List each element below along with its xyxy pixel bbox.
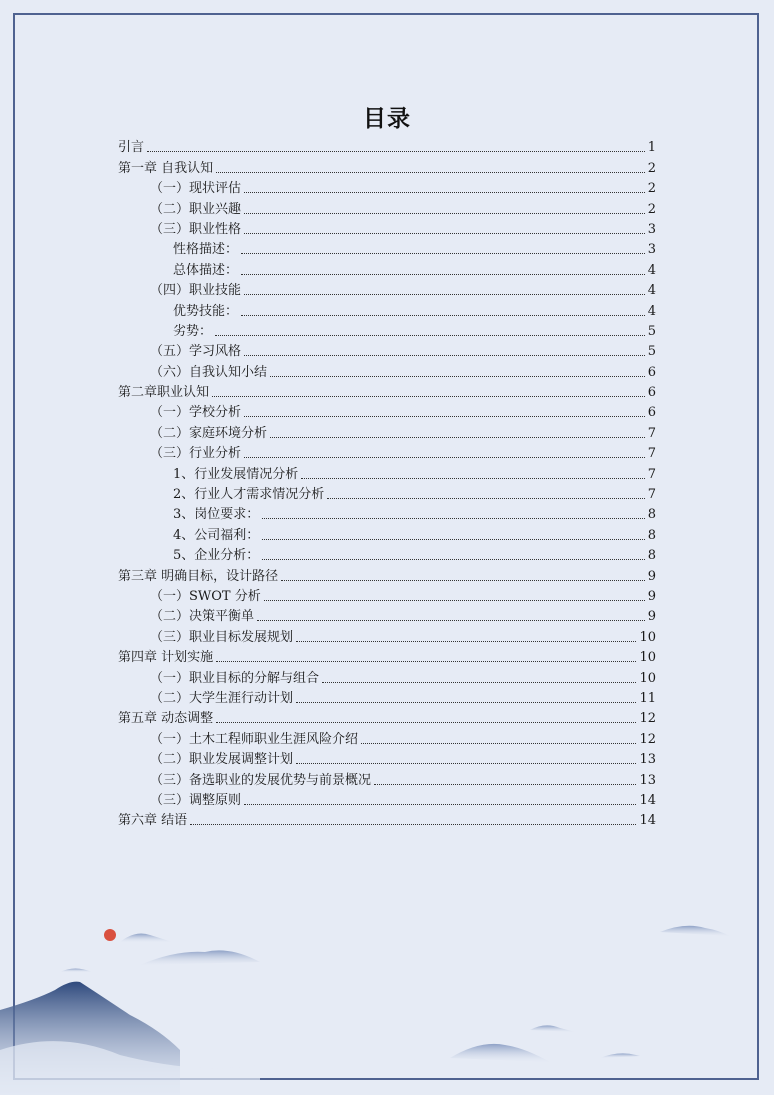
toc-entry-page-number: 14 [639, 792, 656, 808]
toc-entry-label: 总体描述： [173, 262, 239, 278]
toc-entry-label: 性格描述： [173, 242, 239, 258]
dot-leader [262, 518, 644, 519]
dot-leader [216, 661, 636, 662]
mid-mountain-left [140, 950, 260, 965]
toc-entry-page-number: 8 [647, 548, 656, 564]
dot-leader [257, 620, 645, 621]
toc-entry-label: （三）职业性格 [150, 221, 242, 237]
toc-entry-page-number: 11 [639, 690, 656, 706]
dot-leader [296, 702, 636, 703]
toc-entry-label: （五）学习风格 [150, 344, 242, 360]
toc-entry[interactable] [118, 421, 656, 441]
dot-leader [296, 641, 636, 642]
dot-leader [262, 559, 644, 560]
toc-entry-page-number: 4 [647, 262, 656, 278]
toc-entry[interactable] [118, 258, 656, 278]
toc-entry[interactable] [118, 340, 656, 360]
toc-entry-label: 第二章职业认知 [118, 385, 210, 401]
toc-entry[interactable] [118, 177, 656, 197]
toc-entry-page-number: 10 [639, 629, 656, 645]
toc-entry[interactable] [118, 156, 656, 176]
table-of-contents [118, 136, 656, 829]
dot-leader [244, 213, 645, 214]
dot-leader [244, 192, 645, 193]
toc-entry[interactable] [118, 707, 656, 727]
dot-leader [190, 824, 636, 825]
dot-leader [264, 600, 645, 601]
toc-entry-label: （二）职业发展调整计划 [150, 752, 294, 768]
toc-entry-label: 2、行业人才需求情况分析 [173, 487, 325, 503]
toc-entry[interactable] [118, 646, 656, 666]
dot-leader [241, 274, 645, 275]
toc-entry-label: （一）SWOT 分析 [150, 588, 261, 604]
dot-leader [374, 784, 636, 785]
dot-leader [301, 478, 644, 479]
toc-entry-label: 1、行业发展情况分析 [173, 466, 299, 482]
dot-leader [270, 437, 645, 438]
dot-leader [296, 763, 636, 764]
toc-entry[interactable] [118, 320, 656, 340]
dot-leader [327, 498, 644, 499]
toc-entry-label: （一）职业目标的分解与组合 [150, 670, 320, 686]
toc-entry-page-number: 5 [647, 323, 656, 339]
page-title: 目录 [363, 106, 411, 132]
toc-entry-label: （三）调整原则 [150, 792, 242, 808]
toc-entry-page-number: 9 [647, 609, 656, 625]
small-mountain [60, 969, 92, 973]
toc-entry[interactable] [118, 218, 656, 238]
toc-entry-label: （一）土木工程师职业生涯风险介绍 [150, 731, 359, 747]
toc-entry[interactable] [118, 748, 656, 768]
toc-entry[interactable] [118, 768, 656, 788]
toc-entry-page-number: 9 [647, 568, 656, 584]
toc-entry[interactable] [118, 687, 656, 707]
toc-entry-page-number: 3 [647, 242, 656, 258]
toc-entry-page-number: 13 [639, 752, 656, 768]
toc-entry-label: （三）行业分析 [150, 446, 242, 462]
toc-entry[interactable] [118, 197, 656, 217]
toc-entry-label: 第一章 自我认知 [118, 160, 214, 176]
mountain-far-right [600, 1053, 640, 1058]
toc-entry-page-number: 10 [639, 650, 656, 666]
toc-entry[interactable] [118, 442, 656, 462]
toc-entry-label: （二）家庭环境分析 [150, 425, 268, 441]
toc-entry-page-number: 2 [647, 181, 656, 197]
toc-entry-page-number: 13 [639, 772, 656, 788]
toc-entry-label: 第五章 动态调整 [118, 711, 214, 727]
toc-entry[interactable] [118, 564, 656, 584]
dot-leader [322, 682, 636, 683]
toc-entry-page-number: 6 [647, 385, 656, 401]
toc-entry-label: （四）职业技能 [150, 283, 242, 299]
toc-entry-page-number: 8 [647, 507, 656, 523]
toc-entry[interactable] [118, 401, 656, 421]
toc-entry[interactable] [118, 727, 656, 747]
toc-entry-label: （二）职业兴趣 [150, 201, 242, 217]
toc-entry[interactable] [118, 381, 656, 401]
toc-entry-label: 4、公司福利： [173, 527, 260, 543]
toc-entry-label: （一）现状评估 [150, 181, 242, 197]
dot-leader [215, 335, 645, 336]
toc-entry-label: （二）决策平衡单 [150, 609, 255, 625]
toc-entry-page-number: 4 [647, 283, 656, 299]
toc-entry-label: 引言 [118, 140, 145, 156]
toc-entry-label: （二）大学生涯行动计划 [150, 690, 294, 706]
toc-entry-page-number: 3 [647, 221, 656, 237]
toc-entry-label: （一）学校分析 [150, 405, 242, 421]
distant-mountain-right [660, 926, 730, 936]
toc-entry-page-number: 8 [647, 527, 656, 543]
toc-entry[interactable] [118, 360, 656, 380]
toc-entry-label: （三）备选职业的发展优势与前景概况 [150, 772, 372, 788]
dot-leader [270, 376, 645, 377]
toc-entry[interactable] [118, 503, 656, 523]
toc-entry-page-number: 1 [647, 140, 656, 156]
toc-entry-label: 第三章 明确目标，设计路径 [118, 568, 279, 584]
dot-leader [244, 355, 645, 356]
toc-entry-label: 第四章 计划实施 [118, 650, 214, 666]
toc-entry[interactable] [118, 483, 656, 503]
toc-entry-page-number: 6 [647, 405, 656, 421]
dot-leader [244, 294, 645, 295]
toc-entry-page-number: 14 [639, 813, 656, 829]
toc-entry[interactable] [118, 136, 656, 156]
dot-leader [361, 743, 636, 744]
mountain-bottom-right [450, 1044, 550, 1062]
toc-entry-page-number: 7 [647, 446, 656, 462]
toc-entry-label: 劣势： [173, 323, 213, 339]
toc-entry-label: （三）职业目标发展规划 [150, 629, 294, 645]
ink-landscape-illustration [0, 880, 774, 1095]
toc-entry-page-number: 7 [647, 487, 656, 503]
toc-entry-label: 3、岗位要求： [173, 507, 260, 523]
toc-entry[interactable] [118, 809, 656, 829]
dot-leader [244, 233, 645, 234]
dot-leader [241, 315, 645, 316]
toc-entry-label: （六）自我认知小结 [150, 364, 268, 380]
toc-entry[interactable] [118, 523, 656, 543]
dot-leader [262, 539, 644, 540]
dot-leader [244, 804, 636, 805]
toc-entry-page-number: 7 [647, 425, 656, 441]
toc-entry-page-number: 10 [639, 670, 656, 686]
toc-entry-page-number: 2 [647, 160, 656, 176]
toc-entry[interactable] [118, 279, 656, 299]
distant-mountain-left [120, 934, 172, 942]
toc-entry-label: 5、企业分析： [173, 548, 260, 564]
mountain-small-right [530, 1025, 575, 1032]
toc-entry[interactable] [118, 605, 656, 625]
dot-leader [281, 580, 645, 581]
toc-entry[interactable] [118, 462, 656, 482]
dot-leader [147, 151, 645, 152]
toc-entry-page-number: 12 [639, 731, 656, 747]
toc-entry-page-number: 9 [647, 588, 656, 604]
toc-entry[interactable] [118, 544, 656, 564]
toc-entry-page-number: 12 [639, 711, 656, 727]
dot-leader [216, 172, 645, 173]
toc-entry-page-number: 4 [647, 303, 656, 319]
toc-entry-label: 第六章 结语 [118, 813, 188, 829]
dot-leader [212, 396, 645, 397]
toc-entry-page-number: 2 [647, 201, 656, 217]
toc-entry-page-number: 6 [647, 364, 656, 380]
toc-entry-page-number: 7 [647, 466, 656, 482]
toc-entry[interactable] [118, 238, 656, 258]
toc-entry[interactable] [118, 299, 656, 319]
dot-leader [244, 416, 645, 417]
dot-leader [216, 722, 636, 723]
dot-leader [244, 457, 645, 458]
toc-entry-label: 优势技能： [173, 303, 239, 319]
toc-entry[interactable] [118, 789, 656, 809]
toc-entry-page-number: 5 [647, 344, 656, 360]
dot-leader [241, 253, 645, 254]
toc-entry[interactable] [118, 666, 656, 686]
toc-entry[interactable] [118, 625, 656, 645]
toc-entry[interactable] [118, 585, 656, 605]
red-sun-icon [104, 929, 116, 941]
